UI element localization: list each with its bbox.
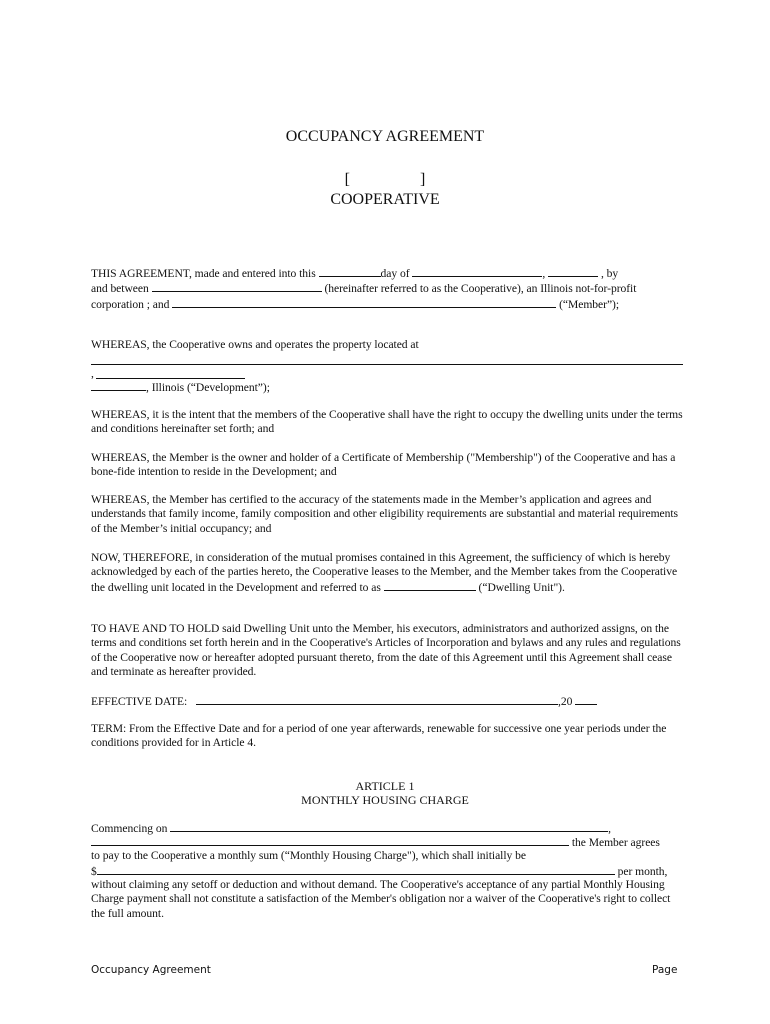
cooperative-name-blank[interactable] <box>152 281 322 292</box>
effective-date-line <box>91 694 683 709</box>
intro-text-2: day of <box>380 267 410 280</box>
to-have-paragraph: TO HAVE AND TO HOLD said Dwelling Unit unto the Member, his executors, administrators and authorized assigns, on the terms and conditions set forth herein and in the Cooperative's Articles of Incorporation and bylaws and any rules and regulations of the Cooperative now or hereafter adopted pursuant thereto, from the date of this Agreement until this Agreement shall cease and terminate as hereafter provided. <box>91 622 681 679</box>
commencing-date-blank[interactable] <box>170 821 608 832</box>
property-comma: , <box>91 367 94 380</box>
effective-date-blank[interactable] <box>196 694 558 705</box>
intro-member: (“Member”); <box>559 297 620 311</box>
dollar-sign: $ <box>91 865 97 878</box>
bracket-close: ] <box>420 171 426 188</box>
article-1-rest-paragraph: without claiming any setoff or deduction and without demand. The Cooperative's acceptance of any partial Monthly Housing Charge payment shall not constitute a satisfaction of the Member's obligation nor a waiver of the Cooperative's right to collect the full amount. <box>91 878 671 920</box>
commencing-blank-2[interactable] <box>91 835 569 846</box>
illinois-line <box>91 380 683 395</box>
document-title: OCCUPANCY AGREEMENT <box>285 128 485 145</box>
intro-paragraph <box>91 266 683 312</box>
property-address-line-2[interactable] <box>96 378 245 379</box>
day-blank[interactable] <box>319 266 381 277</box>
per-month-text: per month, <box>617 865 668 878</box>
footer-page: Page <box>652 964 678 976</box>
illinois-text: , Illinois (“Development”); <box>146 381 270 394</box>
intro-text-1: THIS AGREEMENT, made and entered into this <box>91 267 316 280</box>
commencing-comma: , <box>608 822 612 835</box>
article-1-pay-line: to pay to the Cooperative a monthly sum (“Monthly Housing Charge"), which shall initially be <box>91 849 526 862</box>
year-blank[interactable] <box>548 266 598 277</box>
intro-text-4: (hereinafter referred to as the Cooperative), an Illinois not-for-profit <box>324 282 637 296</box>
document-subtitle: COOPERATIVE <box>330 191 440 208</box>
footer-title: Occupancy Agreement <box>91 964 211 976</box>
member-agrees-text: the Member agrees <box>571 836 660 849</box>
property-address-line[interactable] <box>91 364 683 365</box>
effective-date-label: EFFECTIVE DATE: <box>91 695 188 708</box>
city-blank[interactable] <box>91 380 146 391</box>
month-blank[interactable] <box>412 266 542 277</box>
now-therefore-text: NOW, THEREFORE, in consideration of the mutual promises contained in this Agreement, the sufficiency of which is hereby acknowledged by each of the parties hereto, the Cooperative leases to the Member, and the Member takes from the Cooperative the dwelling unit located in the Development and referred to as <box>91 551 678 594</box>
member-name-blank[interactable] <box>172 297 556 308</box>
article-1-subheading: MONTHLY HOUSING CHARGE <box>301 793 469 807</box>
bracket-open: [ <box>344 171 350 188</box>
effective-year-blank[interactable] <box>575 694 597 705</box>
intro-comma: , <box>542 267 546 280</box>
article-1-heading: ARTICLE 1 <box>355 779 415 793</box>
whereas-property-text: WHEREAS, the Cooperative owns and operates the property located at <box>91 338 419 351</box>
monthly-amount-blank[interactable] <box>97 864 615 875</box>
term-paragraph: TERM: From the Effective Date and for a period of one year afterwards, renewable for successive one year periods under the conditions provided for in Article 4. <box>91 722 667 750</box>
dwelling-unit-blank[interactable] <box>384 580 476 591</box>
commencing-label: Commencing on <box>91 822 168 835</box>
intro-text-3: and between <box>91 282 149 296</box>
whereas-certified-paragraph: WHEREAS, the Member has certified to the accuracy of the statements made in the Member’s application and agrees and understands that family income, family composition and other eligibility requirements are substantial and material requirements of the Member’s initial occupancy; and <box>91 493 679 535</box>
now-therefore-tail: (“Dwelling Unit"). <box>478 580 565 594</box>
cooperative-name-placeholder <box>0 171 770 189</box>
now-therefore-paragraph <box>91 551 683 595</box>
effective-date-year: ,20 <box>558 695 573 708</box>
intro-text-5: corporation ; and <box>91 297 170 311</box>
intro-by: , by <box>600 267 619 280</box>
whereas-intent-paragraph: WHEREAS, it is the intent that the members of the Cooperative shall have the right to occupy the dwelling units under the terms and conditions hereinafter set forth; and <box>91 408 683 436</box>
whereas-member-paragraph: WHEREAS, the Member is the owner and holder of a Certificate of Membership ("Membership") of the Cooperative and has a bone-fide intention to reside in the Development; and <box>91 451 676 479</box>
